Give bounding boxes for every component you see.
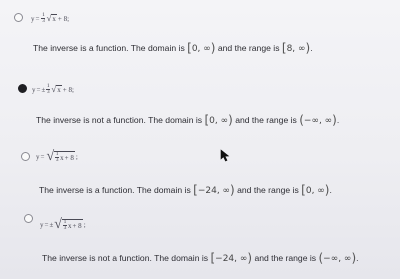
mouse-pointer-icon <box>220 149 230 162</box>
eq-lhs: y <box>31 14 35 23</box>
domain-interval: [−24, ∞) <box>193 183 235 197</box>
range-interval: (−∞, ∞) <box>318 251 357 265</box>
equation-3: y = √ $\frac{1}{3}$ x + 8 ; <box>36 149 78 164</box>
statement-3: The inverse is a function. The domain is [−24, ∞) and the range is [0, ∞). <box>39 183 332 197</box>
equation-2: y = ± $\frac{1}{3}$ √ x + 8; <box>32 83 74 95</box>
sqrt-icon: √ <box>54 217 62 232</box>
domain-interval: [0, ∞) <box>187 41 216 55</box>
radio-button-1[interactable] <box>14 13 23 22</box>
radio-button-2[interactable] <box>18 84 27 93</box>
equation-1 <box>31 13 69 24</box>
range-interval: [0, ∞) <box>301 183 330 197</box>
domain-interval: [−24, ∞) <box>210 251 253 265</box>
radio-button-4[interactable] <box>24 214 33 223</box>
statement-1: The inverse is a function. The domain is [0, ∞) and the range is [8, ∞). <box>33 41 313 55</box>
equation-4: y = ± √ $\frac{1}{3}$ x + 8 ; <box>40 217 86 232</box>
statement-4: The inverse is not a function. The domain is [−24, ∞) and the range is (−∞, ∞). <box>42 251 359 265</box>
domain-interval: [0, ∞) <box>204 113 233 127</box>
coef-fraction: $\frac{1}{3}$ <box>42 12 45 24</box>
equals-sign: = <box>35 14 40 23</box>
sqrt-icon: √ <box>46 149 55 164</box>
sqrt-icon: √ <box>46 13 52 23</box>
statement-2: The inverse is not a function. The domain is [0, ∞) and the range is (−∞, ∞). <box>36 113 340 127</box>
range-interval: (−∞, ∞) <box>299 113 337 127</box>
sqrt-icon: √ <box>51 84 57 94</box>
radio-button-3[interactable] <box>21 152 30 161</box>
eq-rest: + 8; <box>57 14 70 23</box>
sqrt: √ x <box>46 13 56 23</box>
range-interval: [8, ∞) <box>281 41 311 55</box>
